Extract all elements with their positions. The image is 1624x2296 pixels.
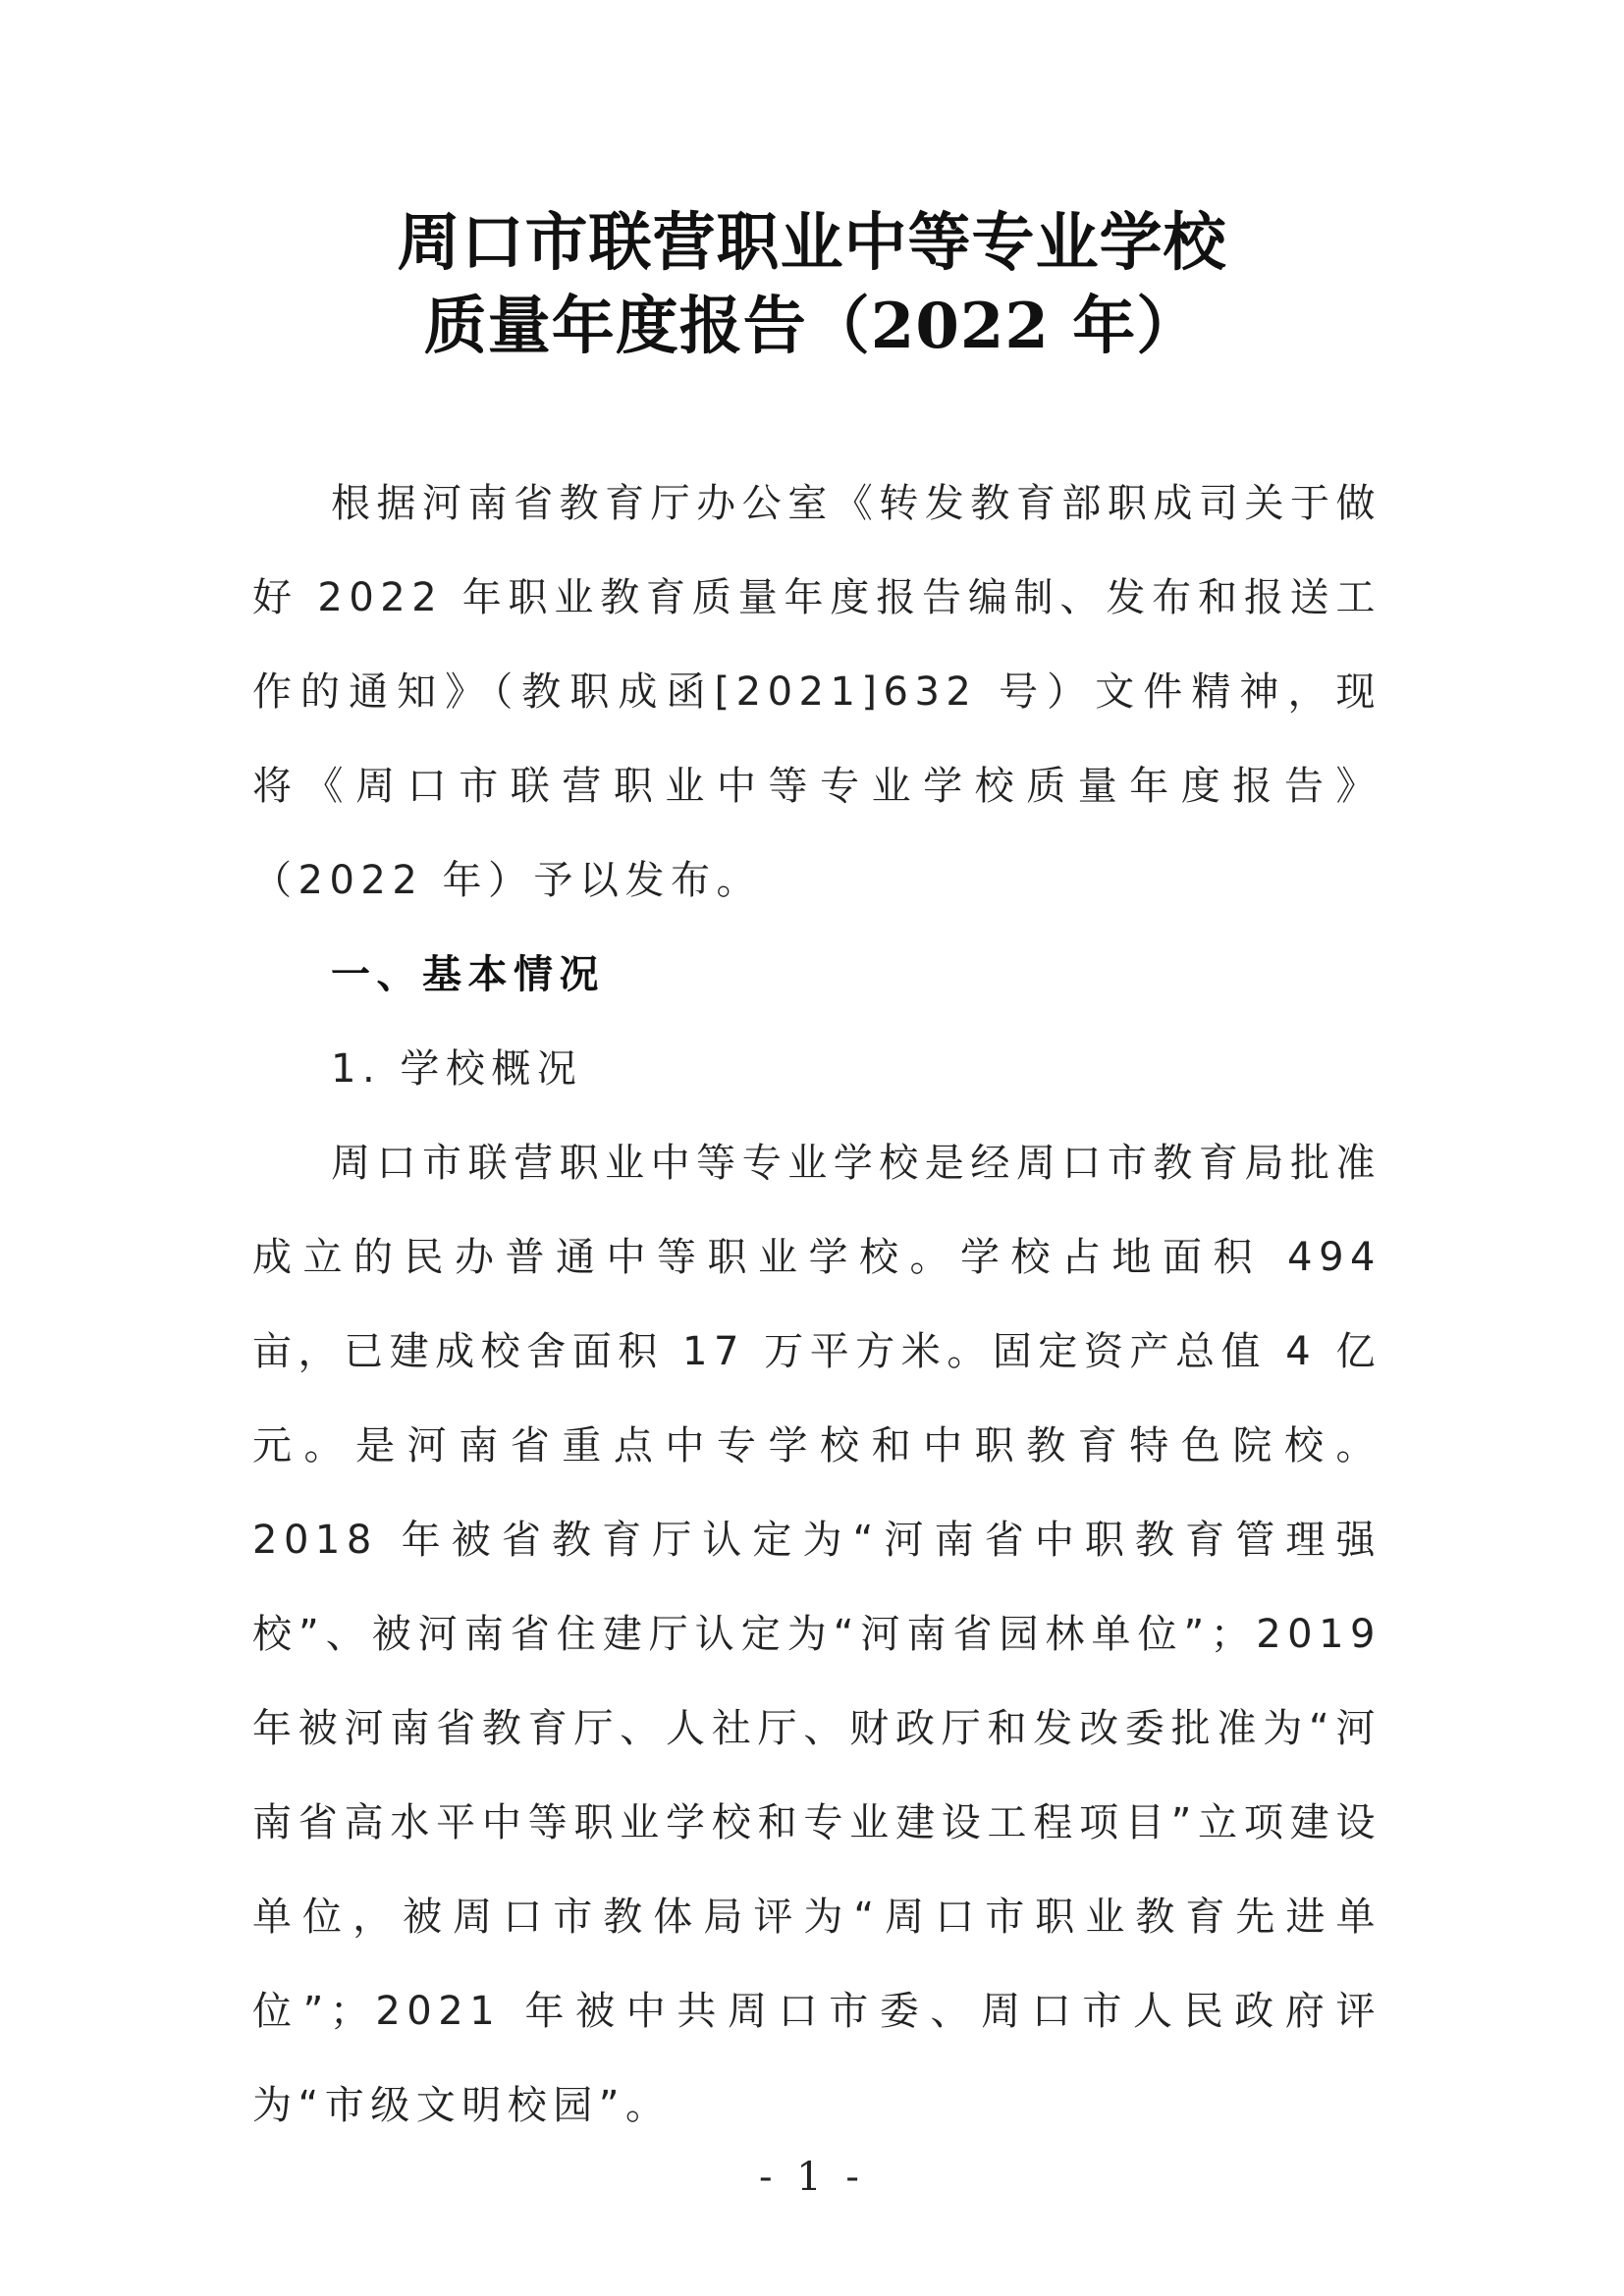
intro-paragraph: 根据河南省教育厅办公室《转发教育部职成司关于做好 2022 年职业教育质量年度报告编制、发布和报送工作的通知》（教职成函[2021]632 号）文件精神，现将《周口市联营职业中等专业学校质量年度报告》（2022 年）予以发布。 — [252, 481, 1381, 903]
document-body — [252, 456, 1381, 2153]
school-overview-paragraph: 周口市联营职业中等专业学校是经周口市教育局批准成立的民办普通中等职业学校。学校占地面积 494 亩，已建成校舍面积 17 万平方米。固定资产总值 4 亿元。是河南省重点中专学校和中职教育特色院校。2018 年被省教育厅认定为“河南省中职教育管理强校”、被河南省住建厅认定为“河南省园林单位”；2019 年被河南省教育厅、人社厅、财政厅和发改委批准为“河南省高水平中等职业学校和专业建设工程项目”立项建设单位，被周口市教体局评为“周口市职业教育先进单位”；2021 年被中共周口市委、周口市人民政府评为“市级文明校园”。 — [252, 1141, 1381, 2128]
document-title-line2: 质量年度报告（2022 年） — [423, 290, 1201, 363]
page-number: - 1 - — [759, 2155, 865, 2200]
document-title-line1: 周口市联营职业中等专业学校 — [397, 206, 1227, 280]
section-heading-basic-info: 一、基本情况 — [331, 952, 605, 997]
subsection-heading-school-overview: 1. 学校概况 — [331, 1046, 583, 1092]
